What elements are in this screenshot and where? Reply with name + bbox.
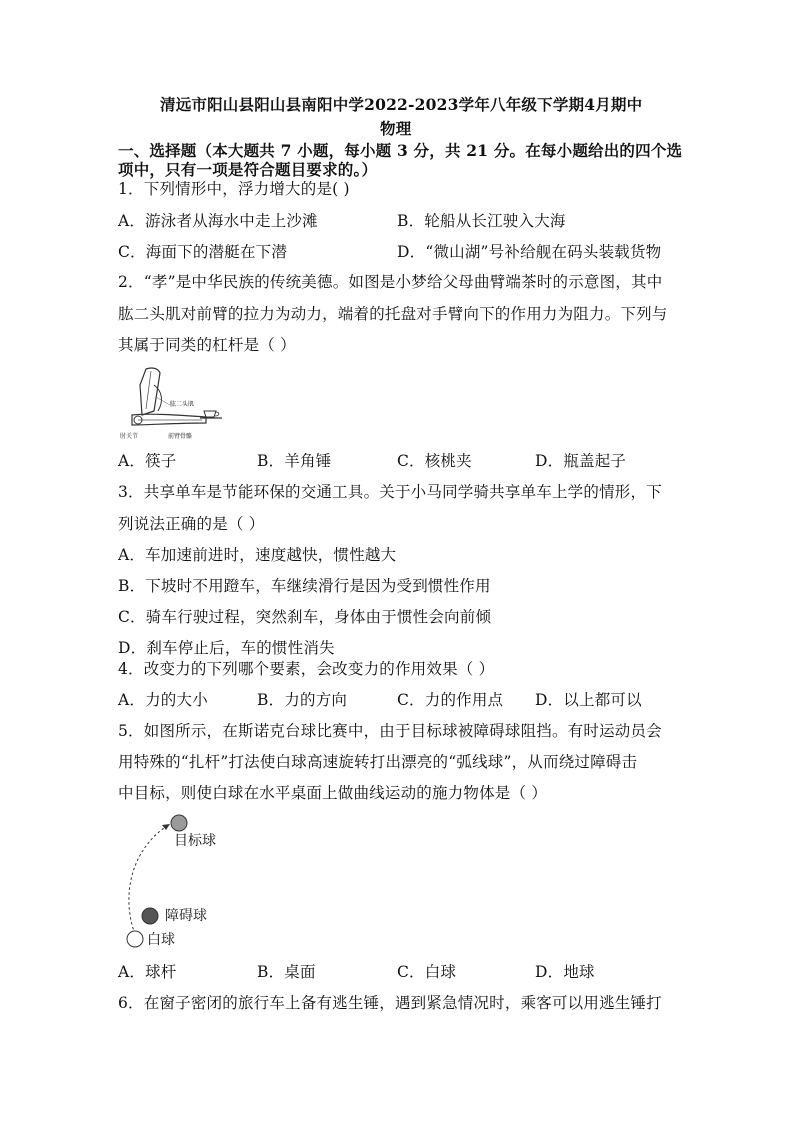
q2-stem-line1: 2．“孝”是中华民族的传统美德。如图是小梦给父母曲臂端茶时的示意图，其中 (118, 273, 663, 291)
section-heading-line1: 一、选择题（本大题共 7 小题，每小题 3 分，共 21 分。在每小题给出的四个选 (118, 141, 683, 160)
q1-stem: 1．下列情形中，浮力增大的是( ) (118, 180, 350, 198)
billiard-figure (118, 810, 258, 955)
white-ball (127, 931, 143, 947)
q4-option-b: B．力的方向 (257, 691, 348, 709)
fig-label-target-ball: 目标球 (174, 833, 216, 849)
q4-option-d: D．以上都可以 (535, 691, 642, 709)
q1-option-a: A．游泳者从海水中走上沙滩 (118, 212, 318, 230)
fig-label-elbow: 肘关节 (120, 433, 139, 440)
q5-stem-line1: 5．如图所示，在斯诺克台球比赛中，由于目标球被障碍球阻挡。有时运动员会 (118, 722, 662, 740)
q5-option-d: D．地球 (535, 963, 595, 981)
obstacle-ball (142, 908, 158, 924)
q5-option-b: B．桌面 (257, 963, 316, 981)
q3-option-a: A．车加速前进时，速度越快，惯性越大 (118, 546, 397, 564)
q2-option-a: A．筷子 (118, 452, 177, 470)
q4-option-c: C．力的作用点 (397, 691, 504, 709)
section-heading-line2: 项中，只有一项是符合题目要求的。） (118, 160, 378, 179)
q3-option-b: B．下坡时不用蹬车，车继续滑行是因为受到惯性作用 (118, 577, 491, 595)
fig-label-obstacle-ball: 障碍球 (165, 908, 207, 924)
fig-label-muscle: 肱二头肌 (170, 401, 195, 408)
q5-stem-line3: 中目标，则使白球在水平桌面上做曲线运动的施力物体是（ ） (118, 784, 548, 802)
q1-option-d: D．“微山湖”号补给舰在码头装载货物 (397, 243, 662, 261)
q5-option-a: A．球杆 (118, 963, 177, 981)
q3-option-d: D．刹车停止后，车的惯性消失 (118, 639, 335, 657)
target-ball (171, 815, 187, 831)
q6-stem-line1: 6．在窗子密闭的旅行车上备有逃生锤，遇到紧急情况时，乘客可以用逃生锤打 (118, 994, 662, 1012)
arm-lever-figure (118, 365, 228, 443)
q3-stem-line2: 列说法正确的是（ ） (118, 515, 265, 533)
fig-label-forearm: 前臂骨骼 (168, 433, 193, 440)
q1-option-c: C．海面下的潜艇在下潜 (118, 243, 288, 261)
q4-stem: 4．改变力的下列哪个要素，会改变力的作用效果（ ） (118, 660, 495, 678)
q2-option-d: D．瓶盖起子 (535, 452, 627, 470)
q4-option-a: A．力的大小 (118, 691, 208, 709)
q3-stem-line1: 3．共享单车是节能环保的交通工具。关于小马同学骑共享单车上学的情形，下 (118, 483, 662, 501)
fig-label-white-ball: 白球 (147, 932, 175, 948)
q2-stem-line2: 肱二头肌对前臂的拉力为动力，端着的托盘对手臂向下的作用力为阻力。下列与 (118, 305, 668, 323)
q5-stem-line2: 用特殊的“扎杆”打法使白球高速旋转打出漂亮的“弧线球”，从而绕过障碍击 (118, 753, 638, 771)
q1-option-b: B．轮船从长江驶入大海 (397, 212, 566, 230)
q2-option-b: B．羊角锤 (257, 452, 332, 470)
exam-title: 清远市阳山县阳山县南阳中学2022-2023学年八年级下学期4月期中 (160, 95, 643, 114)
q3-option-c: C．骑车行驶过程，突然刹车，身体由于惯性会向前倾 (118, 608, 492, 626)
q2-option-c: C．核桃夹 (397, 452, 472, 470)
q5-option-c: C．白球 (397, 963, 457, 981)
q2-stem-line3: 其属于同类的杠杆是（ ） (118, 336, 296, 354)
exam-subject: 物理 (380, 119, 412, 138)
